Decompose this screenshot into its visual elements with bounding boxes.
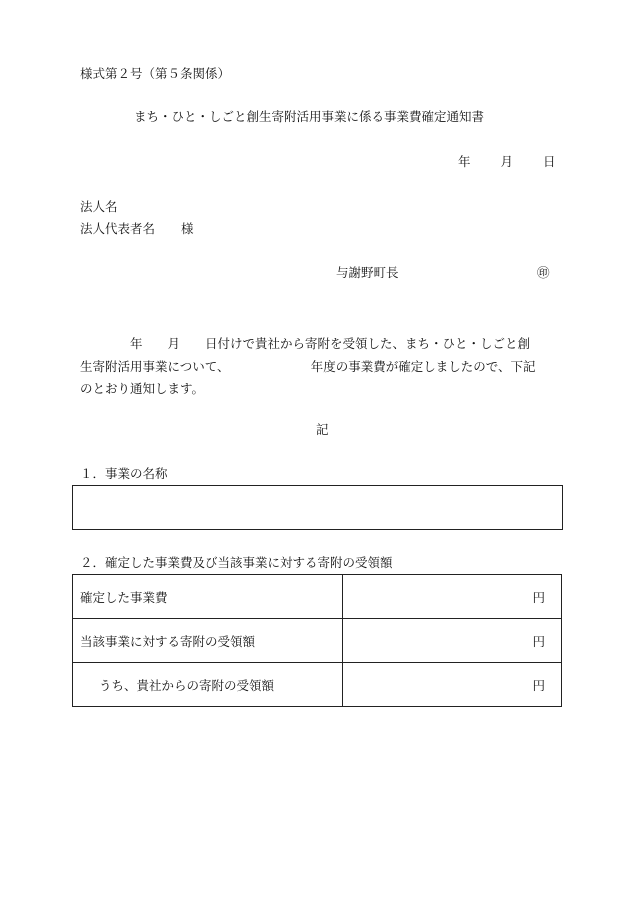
sender-title: 与謝野町長 [336, 265, 399, 280]
project-name-box [72, 485, 563, 530]
amount-cell: 円 [343, 619, 562, 663]
honorific: 様 [181, 221, 194, 236]
document-title: まち・ひと・しごと創生寄附活用事業に係る事業費確定通知書 [134, 109, 485, 124]
fee-table [72, 574, 562, 707]
date-month-label: 月 [500, 154, 514, 169]
table-row [73, 619, 562, 663]
issue-date [458, 156, 556, 169]
section2-heading: ２．確定した事業費及び当該事業に対する寄附の受領額 [80, 555, 393, 570]
date-year-label: 年 [458, 154, 471, 169]
corporation-name-label: 法人名 [80, 199, 118, 214]
form-number: 様式第２号（第５条関係） [80, 66, 231, 81]
table-row [73, 575, 562, 619]
date-day-label: 日 [543, 154, 556, 169]
table-row [73, 663, 562, 707]
amount-cell: 円 [343, 575, 562, 619]
notice-body-line-1: 年 月 日付けで貴社から寄附を受領した、まち・ひと・しごと創 [80, 336, 531, 351]
notice-body [80, 333, 570, 401]
amount-cell: 円 [343, 663, 562, 707]
notice-body-line-3: のとおり通知します。 [80, 381, 205, 396]
seal-mark: ㊞ [537, 265, 550, 280]
notice-body-line-2: 生寄附活用事業について、 年度の事業費が確定しましたので、下記 [80, 358, 536, 374]
row-label: 当該事業に対する寄附の受領額 [73, 619, 343, 663]
ki-heading: 記 [316, 422, 329, 437]
row-label: うち、貴社からの寄附の受領額 [73, 663, 343, 707]
row-label: 確定した事業費 [73, 575, 343, 619]
section1-heading: １．事業の名称 [80, 466, 168, 481]
representative-line [80, 223, 194, 236]
representative-name-label: 法人代表者名 [80, 221, 156, 236]
